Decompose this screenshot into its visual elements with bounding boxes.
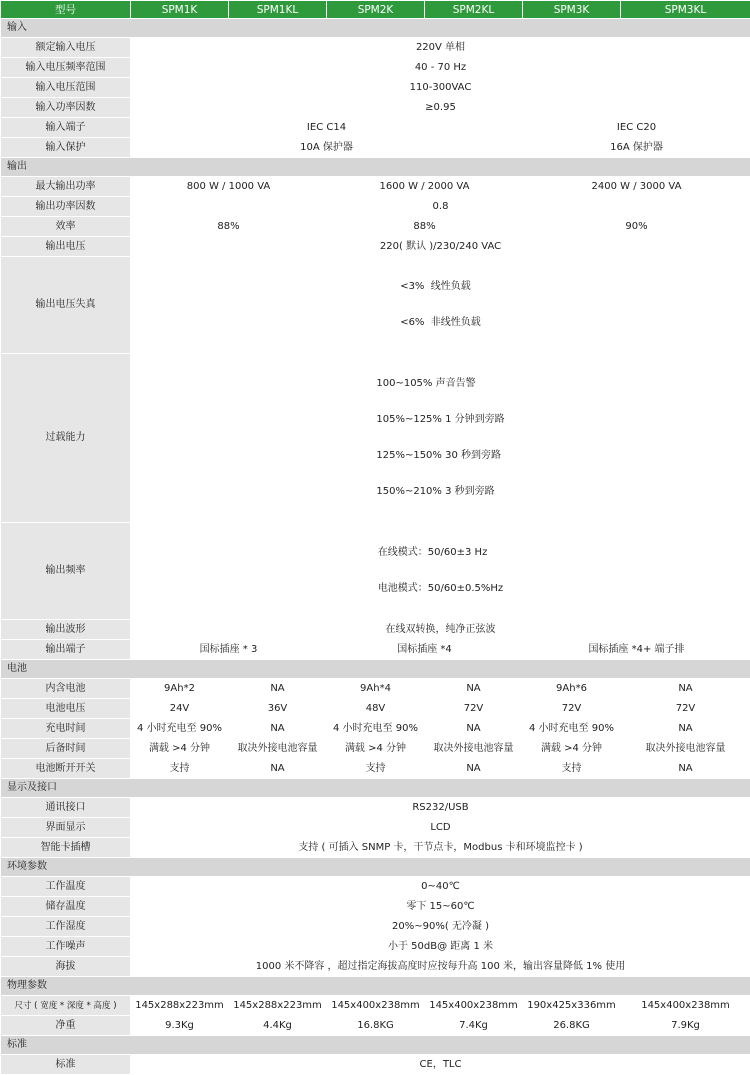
row-value: NA (425, 759, 523, 779)
row-label: 通讯接口 (1, 798, 131, 818)
table-row (1, 759, 750, 779)
row-value: 20%~90%( 无冷凝 ) (131, 917, 750, 937)
overload-line-3: 125%~150% 30 秒到旁路 (376, 450, 504, 462)
table-row (1, 937, 750, 957)
row-label: 输入电压范围 (1, 78, 131, 98)
row-value: 72V (523, 699, 621, 719)
row-value: 800 W / 1000 VA (131, 177, 327, 197)
row-label: 充电时间 (1, 719, 131, 739)
row-value: 1600 W / 2000 VA (327, 177, 523, 197)
table-row (1, 38, 750, 58)
row-value: 满载 >4 分钟 (327, 739, 425, 759)
row-value: 在线双转换，纯净正弦波 (131, 620, 750, 640)
output-freq-line-2: 电池模式：50/60±0.5%Hz (378, 583, 503, 595)
table-row (1, 197, 750, 217)
section-input (1, 19, 750, 38)
row-value: 支持 (131, 759, 229, 779)
row-value: 7.4Kg (425, 1016, 523, 1036)
row-value: 0~40℃ (131, 877, 750, 897)
row-value: 9.3Kg (131, 1016, 229, 1036)
row-value: 24V (131, 699, 229, 719)
row-label: 输入端子 (1, 118, 131, 138)
table-row (1, 798, 750, 818)
table-row (1, 58, 750, 78)
row-value: 16A 保护器 (523, 138, 750, 158)
row-label: 额定输入电压 (1, 38, 131, 58)
row-label: 净重 (1, 1016, 131, 1036)
row-value: 190x425x336mm (523, 996, 621, 1016)
table-row (1, 78, 750, 98)
table-row (1, 177, 750, 197)
row-value: 取决外接电池容量 (425, 739, 523, 759)
row-label: 尺寸 ( 宽度 * 深度 * 高度 ) (1, 996, 131, 1016)
row-value: 4 小时充电至 90% (327, 719, 425, 739)
table-row (1, 739, 750, 759)
table-row (1, 996, 750, 1016)
row-value: RS232/USB (131, 798, 750, 818)
section-title: 显示及接口 (1, 779, 750, 798)
row-value: NA (229, 759, 327, 779)
row-label: 工作湿度 (1, 917, 131, 937)
table-row (1, 877, 750, 897)
row-label: 电池断开开关 (1, 759, 131, 779)
table-row (1, 957, 750, 977)
row-value: NA (621, 679, 750, 699)
row-label: 标准 (1, 1055, 131, 1075)
header-label: 型号 (1, 1, 131, 19)
row-value: 支持 (327, 759, 425, 779)
model-spm2kl: SPM2KL (425, 1, 523, 19)
overload-line-2: 105%~125% 1 分钟到旁路 (376, 414, 504, 426)
section-standard (1, 1036, 750, 1055)
row-value: NA (229, 719, 327, 739)
row-value: 9Ah*2 (131, 679, 229, 699)
row-value (131, 523, 750, 620)
row-value: IEC C20 (523, 118, 750, 138)
section-env (1, 858, 750, 877)
row-value: 110-300VAC (131, 78, 750, 98)
row-value: LCD (131, 818, 750, 838)
row-value: 取决外接电池容量 (621, 739, 750, 759)
row-value: 小于 50dB@ 距离 1 米 (131, 937, 750, 957)
model-spm2k: SPM2K (327, 1, 425, 19)
row-label: 输出频率 (1, 523, 131, 620)
section-title: 标准 (1, 1036, 750, 1055)
row-value (131, 354, 750, 523)
model-spm1k: SPM1K (131, 1, 229, 19)
row-value: 145x288x223mm (131, 996, 229, 1016)
table-row (1, 917, 750, 937)
row-label: 输出电压失真 (1, 257, 131, 354)
row-value: 0.8 (131, 197, 750, 217)
model-spm3kl: SPM3KL (621, 1, 750, 19)
row-label: 输入保护 (1, 138, 131, 158)
row-value: 国标插座 *4 (327, 640, 523, 660)
row-value: 国标插座 * 3 (131, 640, 327, 660)
row-label: 智能卡插槽 (1, 838, 131, 858)
row-value: 4 小时充电至 90% (131, 719, 229, 739)
row-value: 9Ah*6 (523, 679, 621, 699)
row-label: 后备时间 (1, 739, 131, 759)
table-row (1, 620, 750, 640)
row-value: 1000 米不降容 ，超过指定海拔高度时应按每升高 100 米，输出容量降低 1% 使用 (131, 957, 750, 977)
section-display (1, 779, 750, 798)
table-row (1, 138, 750, 158)
row-value: 90% (523, 217, 750, 237)
row-value: 40 - 70 Hz (131, 58, 750, 78)
table-row (1, 640, 750, 660)
row-label: 输出端子 (1, 640, 131, 660)
section-title: 物理参数 (1, 977, 750, 996)
table-row (1, 98, 750, 118)
table-row (1, 237, 750, 257)
row-value: 72V (621, 699, 750, 719)
row-value: 16.8KG (327, 1016, 425, 1036)
table-row (1, 897, 750, 917)
row-label: 输出波形 (1, 620, 131, 640)
row-value: 满载 >4 分钟 (523, 739, 621, 759)
row-value: 26.8KG (523, 1016, 621, 1036)
distortion-line-1: <3% 线性负载 (400, 281, 481, 293)
section-title: 输入 (1, 19, 750, 38)
row-value: NA (425, 679, 523, 699)
row-value (131, 257, 750, 354)
table-row (1, 118, 750, 138)
row-label: 储存温度 (1, 897, 131, 917)
row-value: 88% (131, 217, 327, 237)
distortion-line-2: <6% 非线性负载 (400, 317, 481, 329)
table-row (1, 838, 750, 858)
row-value: 36V (229, 699, 327, 719)
row-value: 支持 ( 可插入 SNMP 卡，干节点卡，Modbus 卡和环境监控卡 ) (131, 838, 750, 858)
row-value: NA (425, 719, 523, 739)
row-value: 72V (425, 699, 523, 719)
row-value: 220V 单相 (131, 38, 750, 58)
row-value: NA (621, 719, 750, 739)
row-value: 220( 默认 )/230/240 VAC (131, 237, 750, 257)
row-value: 145x288x223mm (229, 996, 327, 1016)
table-row (1, 699, 750, 719)
row-value: IEC C14 (131, 118, 523, 138)
section-battery (1, 660, 750, 679)
table-row (1, 217, 750, 237)
section-title: 环境参数 (1, 858, 750, 877)
row-label: 效率 (1, 217, 131, 237)
table-row (1, 523, 750, 620)
row-label: 电池电压 (1, 699, 131, 719)
table-row (1, 719, 750, 739)
table-row (1, 818, 750, 838)
row-label: 海拔 (1, 957, 131, 977)
row-value: 满载 >4 分钟 (131, 739, 229, 759)
row-value: 10A 保护器 (131, 138, 523, 158)
row-label: 过载能力 (1, 354, 131, 523)
row-value: 88% (327, 217, 523, 237)
row-label: 输出电压 (1, 237, 131, 257)
model-spm3k: SPM3K (523, 1, 621, 19)
row-value: NA (621, 759, 750, 779)
row-value: 2400 W / 3000 VA (523, 177, 750, 197)
row-label: 内含电池 (1, 679, 131, 699)
row-value: 4 小时充电至 90% (523, 719, 621, 739)
table-row (1, 257, 750, 354)
row-value: 9Ah*4 (327, 679, 425, 699)
row-value: 取决外接电池容量 (229, 739, 327, 759)
row-value: 48V (327, 699, 425, 719)
row-label: 输出功率因数 (1, 197, 131, 217)
model-spm1kl: SPM1KL (229, 1, 327, 19)
row-value: 7.9Kg (621, 1016, 750, 1036)
header-row (1, 1, 750, 19)
section-output (1, 158, 750, 177)
row-label: 输入电压频率范围 (1, 58, 131, 78)
row-value: NA (229, 679, 327, 699)
overload-line-1: 100~105% 声音告警 (376, 378, 504, 390)
row-value: 国标插座 *4+ 端子排 (523, 640, 750, 660)
row-label: 工作噪声 (1, 937, 131, 957)
section-title: 输出 (1, 158, 750, 177)
row-value: 4.4Kg (229, 1016, 327, 1036)
row-value: 支持 (523, 759, 621, 779)
row-value: 145x400x238mm (621, 996, 750, 1016)
overload-line-4: 150%~210% 3 秒到旁路 (376, 486, 504, 498)
row-label: 界面显示 (1, 818, 131, 838)
row-label: 输入功率因数 (1, 98, 131, 118)
section-physical (1, 977, 750, 996)
row-value: CE，TLC (131, 1055, 750, 1075)
row-value: ≥0.95 (131, 98, 750, 118)
output-freq-line-1: 在线模式：50/60±3 Hz (378, 547, 503, 559)
table-row (1, 354, 750, 523)
table-row (1, 1055, 750, 1075)
table-row (1, 1016, 750, 1036)
row-label: 工作温度 (1, 877, 131, 897)
row-value: 零下 15~60℃ (131, 897, 750, 917)
row-value: 145x400x238mm (425, 996, 523, 1016)
row-label: 最大输出功率 (1, 177, 131, 197)
row-value: 145x400x238mm (327, 996, 425, 1016)
table-row (1, 679, 750, 699)
section-title: 电池 (1, 660, 750, 679)
